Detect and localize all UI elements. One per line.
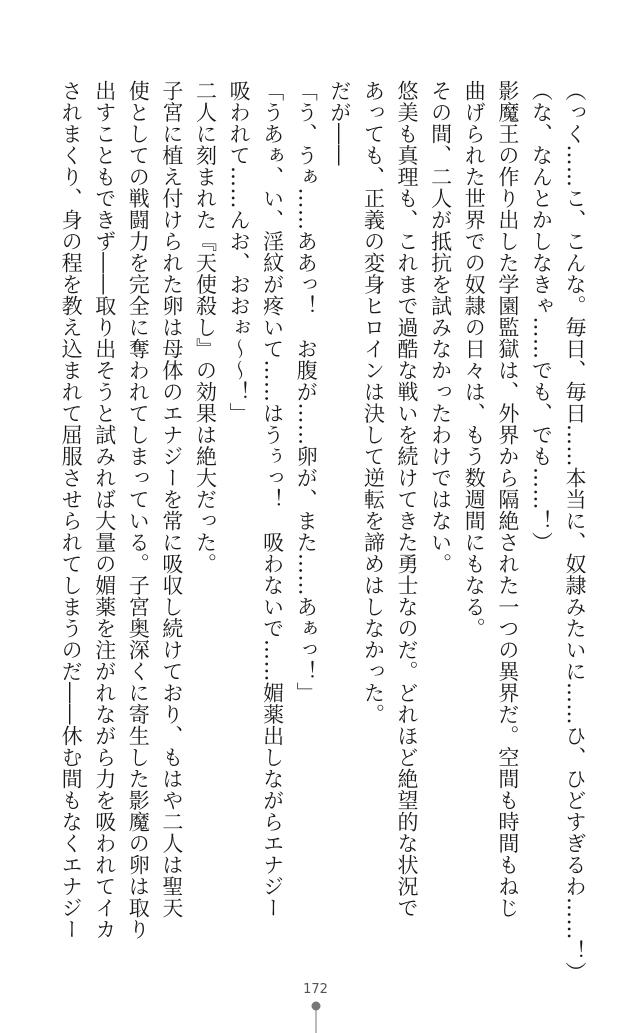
text-line: されまくり、身の程を教え込まれて屈服させられてしまうのだ――休む間もなくエナジー	[59, 80, 84, 940]
text-line: 使としての戦闘力を完全に奪われてしまっている。子宮奥深くに寄生した影魔の卵は取り	[126, 80, 151, 940]
text-line: 二人に刻まれた『天使殺し』の効果は絶大だった。	[193, 80, 218, 575]
text-line: 「う、うぁ……ああっ！ お腹が……卵が、また……あぁっ！」	[294, 80, 319, 704]
text-line: 吸われて……んお、おおぉ～～！」	[227, 80, 252, 424]
text-line: 曲げられた世界での奴隷の日々は、もう数週間にもなる。	[462, 80, 487, 639]
text-line: （っく……こ、こんな。毎日、毎日……本当に、奴隷みたいに……ひ、ひどすぎるわ……！）	[563, 80, 587, 983]
text-line: 出すこともできず――取り出そうと試みれば大量の媚薬を注がれながら力を吸われてイカ	[92, 80, 117, 940]
text-line: （な、なんとかしなきゃ……でも、でも……！）	[529, 80, 554, 553]
text-line: あっても、正義の変身ヒロインは決して逆転を諦めはしなかった。	[361, 80, 386, 725]
text-line: だが――	[327, 80, 352, 166]
text-line: その間、二人が抵抗を試みなかったわけではない。	[428, 80, 453, 575]
page-marker-icon	[310, 1000, 322, 1033]
text-line: 悠美も真理も、これまで過酷な戦いを続けてきた勇士なのだ。どれほど絶望的な状況で	[395, 80, 420, 919]
text-line: 影魔王の作り出した学園監獄は、外界から隔絶された一つの異界だ。空間も時間もねじ	[495, 80, 520, 919]
text-line: 子宮に植え付けられた卵は母体のエナジーを常に吸収し続けており、もはや二人は聖天	[159, 80, 184, 919]
vertical-text-body	[36, 80, 591, 983]
text-line: 「うあぁ、い、淫紋が疼いて……はうぅっ！ 吸わないで……媚薬出しながらエナジー	[260, 80, 285, 919]
page-number: 172	[303, 982, 328, 997]
